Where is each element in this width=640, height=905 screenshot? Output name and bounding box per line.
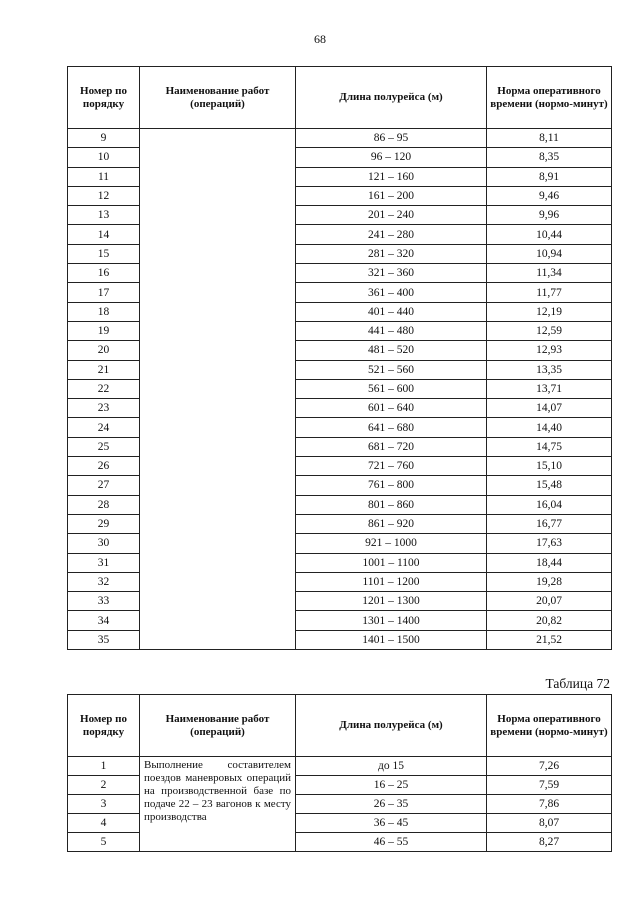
- half-trip-length: 921 – 1000: [296, 534, 487, 553]
- operation-description: [140, 129, 296, 650]
- time-norm-value: 11,77: [487, 283, 612, 302]
- half-trip-length: 1301 – 1400: [296, 611, 487, 630]
- header-operation-name: Наименование работ (операций): [140, 695, 296, 757]
- time-norm-value: 17,63: [487, 534, 612, 553]
- header-half-trip-length: Длина полурейса (м): [296, 67, 487, 129]
- time-norm-value: 14,40: [487, 418, 612, 437]
- half-trip-length: 1201 – 1300: [296, 592, 487, 611]
- time-norm-value: 20,82: [487, 611, 612, 630]
- half-trip-length: 241 – 280: [296, 225, 487, 244]
- time-norm-value: 14,07: [487, 399, 612, 418]
- time-norm-value: 15,10: [487, 457, 612, 476]
- header-number: Номер по порядку: [68, 67, 140, 129]
- half-trip-length: 721 – 760: [296, 457, 487, 476]
- half-trip-length: 861 – 920: [296, 514, 487, 533]
- time-norm-value: 9,46: [487, 186, 612, 205]
- row-number: 29: [68, 514, 140, 533]
- half-trip-length: до 15: [296, 757, 487, 776]
- norms-table-72: [67, 694, 612, 852]
- table-row: [68, 129, 612, 148]
- row-number: 21: [68, 360, 140, 379]
- half-trip-length: 16 – 25: [296, 776, 487, 795]
- time-norm-value: 15,48: [487, 476, 612, 495]
- row-number: 5: [68, 833, 140, 852]
- row-number: 2: [68, 776, 140, 795]
- time-norm-value: 12,59: [487, 321, 612, 340]
- row-number: 23: [68, 399, 140, 418]
- row-number: 34: [68, 611, 140, 630]
- norms-table-continued: [67, 66, 612, 650]
- time-norm-value: 18,44: [487, 553, 612, 572]
- row-number: 11: [68, 167, 140, 186]
- row-number: 20: [68, 341, 140, 360]
- half-trip-length: 481 – 520: [296, 341, 487, 360]
- row-number: 15: [68, 244, 140, 263]
- row-number: 9: [68, 129, 140, 148]
- time-norm-value: 7,26: [487, 757, 612, 776]
- row-number: 32: [68, 572, 140, 591]
- row-number: 13: [68, 206, 140, 225]
- half-trip-length: 26 – 35: [296, 795, 487, 814]
- time-norm-value: 11,34: [487, 264, 612, 283]
- half-trip-length: 1001 – 1100: [296, 553, 487, 572]
- half-trip-length: 321 – 360: [296, 264, 487, 283]
- time-norm-value: 12,19: [487, 302, 612, 321]
- half-trip-length: 681 – 720: [296, 437, 487, 456]
- time-norm-value: 7,86: [487, 795, 612, 814]
- time-norm-value: 8,11: [487, 129, 612, 148]
- time-norm-value: 8,91: [487, 167, 612, 186]
- half-trip-length: 1101 – 1200: [296, 572, 487, 591]
- time-norm-value: 19,28: [487, 572, 612, 591]
- row-number: 33: [68, 592, 140, 611]
- operation-description: Выполнение составителем поездов маневровых операций на производственной базе по подаче 22 – 23 вагонов к месту производства: [140, 757, 296, 852]
- table-caption: Таблица 72: [545, 676, 610, 691]
- page-number: 68: [314, 32, 326, 46]
- table-row: [68, 757, 612, 776]
- half-trip-length: 521 – 560: [296, 360, 487, 379]
- row-number: 26: [68, 457, 140, 476]
- header-time-norm: Норма оперативного времени (нормо-минут): [487, 695, 612, 757]
- half-trip-length: 96 – 120: [296, 148, 487, 167]
- half-trip-length: 161 – 200: [296, 186, 487, 205]
- row-number: 12: [68, 186, 140, 205]
- time-norm-value: 12,93: [487, 341, 612, 360]
- header-number: Номер по порядку: [68, 695, 140, 757]
- header-half-trip-length: Длина полурейса (м): [296, 695, 487, 757]
- row-number: 25: [68, 437, 140, 456]
- time-norm-value: 10,44: [487, 225, 612, 244]
- row-number: 22: [68, 379, 140, 398]
- half-trip-length: 46 – 55: [296, 833, 487, 852]
- time-norm-value: 21,52: [487, 630, 612, 649]
- time-norm-value: 13,35: [487, 360, 612, 379]
- row-number: 14: [68, 225, 140, 244]
- half-trip-length: 441 – 480: [296, 321, 487, 340]
- half-trip-length: 641 – 680: [296, 418, 487, 437]
- time-norm-value: 20,07: [487, 592, 612, 611]
- half-trip-length: 121 – 160: [296, 167, 487, 186]
- row-number: 10: [68, 148, 140, 167]
- half-trip-length: 401 – 440: [296, 302, 487, 321]
- half-trip-length: 361 – 400: [296, 283, 487, 302]
- half-trip-length: 1401 – 1500: [296, 630, 487, 649]
- time-norm-value: 7,59: [487, 776, 612, 795]
- row-number: 30: [68, 534, 140, 553]
- header-operation-name: Наименование работ (операций): [140, 67, 296, 129]
- row-number: 31: [68, 553, 140, 572]
- row-number: 17: [68, 283, 140, 302]
- row-number: 18: [68, 302, 140, 321]
- row-number: 35: [68, 630, 140, 649]
- half-trip-length: 86 – 95: [296, 129, 487, 148]
- table-header-row: [68, 695, 612, 757]
- row-number: 19: [68, 321, 140, 340]
- row-number: 1: [68, 757, 140, 776]
- half-trip-length: 281 – 320: [296, 244, 487, 263]
- half-trip-length: 801 – 860: [296, 495, 487, 514]
- row-number: 28: [68, 495, 140, 514]
- row-number: 3: [68, 795, 140, 814]
- row-number: 24: [68, 418, 140, 437]
- row-number: 27: [68, 476, 140, 495]
- time-norm-value: 13,71: [487, 379, 612, 398]
- time-norm-value: 16,04: [487, 495, 612, 514]
- half-trip-length: 601 – 640: [296, 399, 487, 418]
- time-norm-value: 8,35: [487, 148, 612, 167]
- time-norm-value: 10,94: [487, 244, 612, 263]
- half-trip-length: 561 – 600: [296, 379, 487, 398]
- header-time-norm: Норма оперативного времени (нормо-минут): [487, 67, 612, 129]
- row-number: 16: [68, 264, 140, 283]
- time-norm-value: 8,07: [487, 814, 612, 833]
- time-norm-value: 14,75: [487, 437, 612, 456]
- time-norm-value: 8,27: [487, 833, 612, 852]
- half-trip-length: 761 – 800: [296, 476, 487, 495]
- half-trip-length: 36 – 45: [296, 814, 487, 833]
- time-norm-value: 9,96: [487, 206, 612, 225]
- half-trip-length: 201 – 240: [296, 206, 487, 225]
- table-header-row: [68, 67, 612, 129]
- row-number: 4: [68, 814, 140, 833]
- time-norm-value: 16,77: [487, 514, 612, 533]
